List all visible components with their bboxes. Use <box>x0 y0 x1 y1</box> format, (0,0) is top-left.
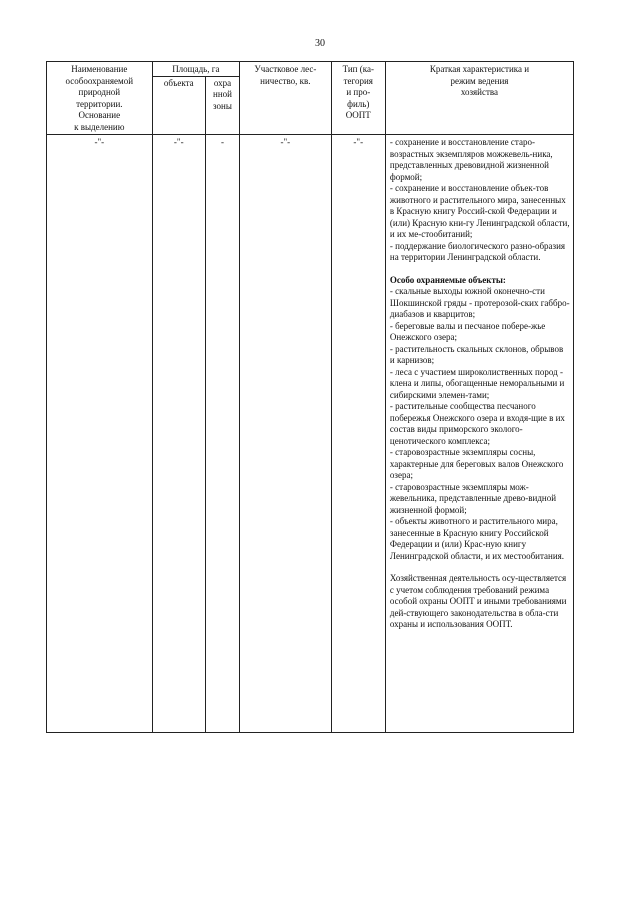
header-name: Наименование особоохраняемой природной территории. Основание к выделению <box>65 64 134 132</box>
row-object-cell <box>152 135 205 733</box>
page-number: 30 <box>315 38 325 49</box>
economic-activity-text: Хозяйственная деятельность осу-ществляется с учетом соблюдения требований режима особой охраны ООПТ и иными требованиями дей-ствующего законодательства в обла-сти охраны и использования ООПТ. <box>389 573 567 629</box>
header-area-zone: охра нной зоны <box>213 77 232 111</box>
protected-item: - старовозрастные экземпляры мож-жевельника, представленные древо-видной жизненной формой; <box>389 481 557 515</box>
protected-item: - растительные сообщества песчаного побережья Онежского озера и входя-щие в их состав виды приморского эколого-ценотического комплекса; <box>389 401 565 446</box>
oopt-table <box>46 61 574 733</box>
row-forest-cell <box>240 135 332 733</box>
header-area-object: объекта <box>163 77 194 88</box>
row-type: -"- <box>353 137 364 147</box>
header-object-cell <box>152 76 205 135</box>
header-type-cell <box>331 62 385 135</box>
row-description-cell <box>385 135 573 733</box>
protected-item: - береговые валы и песчаное поберe-жье Онежского озера; <box>389 320 546 342</box>
header-description: Краткая характеристика и режим ведения хозяйства <box>429 64 530 97</box>
header-description-cell <box>385 62 573 135</box>
row-type-cell <box>331 135 385 733</box>
header-zone-cell <box>205 76 239 135</box>
regime-item: - сохранение и восстановление объек-тов животного и растительного мира, занесенных в Красную книгу Россий-ской Федерации и (или) Красную кни-гу Ленинградской области, и их ме-стообитаний; <box>389 183 570 239</box>
regime-item: - поддержание биологического разно-образия на территории Ленинградской области. <box>389 240 566 262</box>
description-text <box>386 135 573 641</box>
row-name-cell <box>47 135 153 733</box>
protected-objects-heading: Особо охраняемые объекты: <box>389 274 506 285</box>
row-name: -"- <box>94 137 105 147</box>
header-name-cell <box>47 62 153 135</box>
protected-item: - скальные выходы южной оконечно-сти Шокшинской гряды - протерозой-ских габбро-диабазов и кварцитов; <box>389 286 570 319</box>
protected-item: - леса с участием широколиственных пород - клена и липы, обогащенные неморальными и сибирскими элемен-тами; <box>389 366 565 400</box>
header-row <box>47 62 574 77</box>
header-area: Площадь, га <box>172 64 220 74</box>
row-forest-block: -"- <box>280 137 291 147</box>
row-area-zone: - <box>220 137 224 147</box>
header-area-cell <box>152 62 240 77</box>
row-area-object: -"- <box>173 137 184 147</box>
table-row <box>47 135 574 733</box>
header-type: Тип (ка- тегория и про- филь) ООПТ <box>342 64 374 120</box>
protected-item: - старовозрастные экземпляры сосны, характерные для береговых валов Онежского озера; <box>389 447 564 480</box>
header-forest-cell <box>240 62 332 135</box>
protected-item: - объекты животного и растительного мира, занесенные в Красную книгу Российской Федерации и (или) Крас-ную книгу Ленинградской области, и их местообитания. <box>389 516 565 561</box>
row-zone-cell <box>205 135 239 733</box>
header-forest-block: Участковое лес- ничество, кв. <box>254 64 317 86</box>
protected-item: - растительность скальных склонов, обрывов и карнизов; <box>389 343 564 365</box>
regime-item: - сохранение и восстановление старо-возрастных экземпляров можжевель-ника, представленных древовидной жизненной формой; <box>389 137 553 182</box>
